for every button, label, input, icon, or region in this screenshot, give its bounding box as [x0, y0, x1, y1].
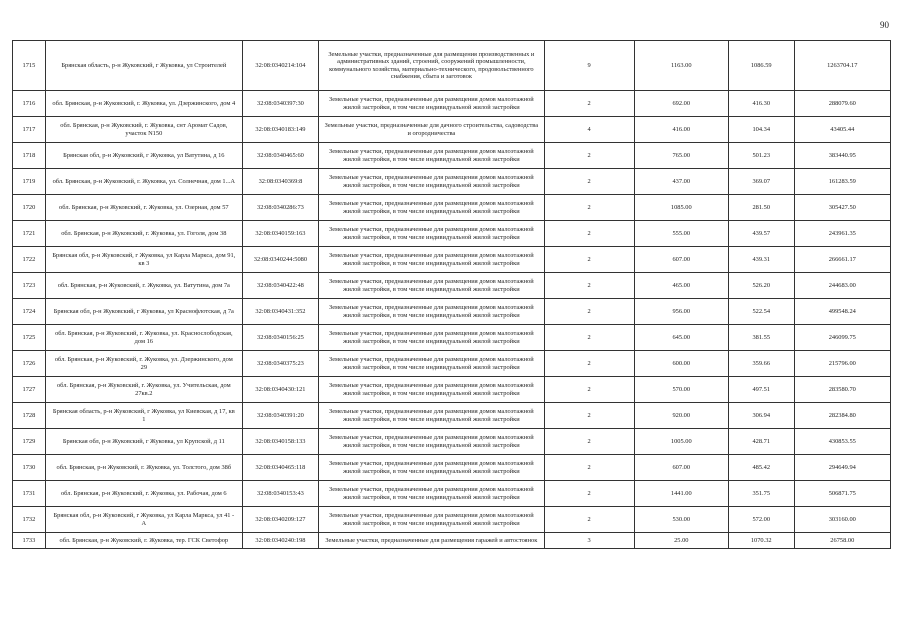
cadastral-value: 305427.50 [794, 195, 890, 221]
cadastral-value: 303160.00 [794, 507, 890, 533]
cadastral-value: 246099.75 [794, 325, 890, 351]
area-value: 1441.00 [634, 481, 728, 507]
area-value: 1163.00 [634, 41, 728, 91]
cadastral-value: 506871.75 [794, 481, 890, 507]
table-row [13, 377, 891, 403]
cadastral-value: 26758.00 [794, 533, 890, 549]
land-use: Земельные участки, предназначенные для размещения домов малоэтажной жилой застройки, в том числе индивидуальной жилой застройки [319, 143, 545, 169]
land-use: Земельные участки, предназначенные для размещения домов малоэтажной жилой застройки, в том числе индивидуальной жилой застройки [319, 299, 545, 325]
table-row [13, 533, 891, 549]
area-value: 555.00 [634, 221, 728, 247]
row-number: 1728 [13, 403, 46, 429]
address-cell: обл. Брянская, р-н Жуковский, г. Жуковка, ул. Ватутина, дом 7а [45, 273, 242, 299]
group-code: 4 [544, 117, 634, 143]
row-number: 1720 [13, 195, 46, 221]
land-use: Земельные участки, предназначенные для размещения домов малоэтажной жилой застройки, в том числе индивидуальной жилой застройки [319, 247, 545, 273]
cadastral-number: 32:08:0340391:20 [242, 403, 318, 429]
specific-value: 439.31 [728, 247, 794, 273]
land-use: Земельные участки, предназначенные для размещения производственных и административных зданий, строений, сооружений промышленности, коммунального хозяйства, материально-технического, продовольственного снабжения, сбыта и заготовок [319, 41, 545, 91]
address-cell: обл. Брянская, р-н Жуковский, г. Жуковка, ул. Толстого, дом 38б [45, 455, 242, 481]
row-number: 1715 [13, 41, 46, 91]
cadastral-value: 288079.60 [794, 91, 890, 117]
group-code: 2 [544, 299, 634, 325]
address-cell: обл. Брянская, р-н Жуковский, г. Жуковка, ул. Краснослободская, дом 16 [45, 325, 242, 351]
cadastral-number: 32:08:0340153:43 [242, 481, 318, 507]
land-use: Земельные участки, предназначенные для размещения домов малоэтажной жилой застройки, в том числе индивидуальной жилой застройки [319, 377, 545, 403]
cadastral-number: 32:08:0340159:163 [242, 221, 318, 247]
table-row [13, 247, 891, 273]
cadastral-value: 294649.94 [794, 455, 890, 481]
group-code: 2 [544, 325, 634, 351]
cadastral-number: 32:08:0340430:121 [242, 377, 318, 403]
specific-value: 526.20 [728, 273, 794, 299]
cadastral-number: 32:08:0340286:73 [242, 195, 318, 221]
address-cell: обл. Брянская, р-н Жуковский, г. Жуковка, тер. ГСК Светофор [45, 533, 242, 549]
row-number: 1733 [13, 533, 46, 549]
row-number: 1723 [13, 273, 46, 299]
address-cell: обл. Брянская, р-н Жуковский, г. Жуковка, ул. Озерная, дом 57 [45, 195, 242, 221]
address-cell: обл. Брянская, р-н Жуковский, г. Жуковка, ул. Учительская, дом 27кв.2 [45, 377, 242, 403]
area-value: 416.00 [634, 117, 728, 143]
group-code: 2 [544, 507, 634, 533]
table-row [13, 41, 891, 91]
area-value: 570.00 [634, 377, 728, 403]
group-code: 2 [544, 247, 634, 273]
cadastral-value: 161283.59 [794, 169, 890, 195]
row-number: 1729 [13, 429, 46, 455]
cadastral-value: 244683.00 [794, 273, 890, 299]
table-row [13, 403, 891, 429]
specific-value: 369.07 [728, 169, 794, 195]
specific-value: 359.66 [728, 351, 794, 377]
group-code: 2 [544, 91, 634, 117]
row-number: 1732 [13, 507, 46, 533]
group-code: 2 [544, 481, 634, 507]
cadastral-number: 32:08:0340465:118 [242, 455, 318, 481]
cadastral-number: 32:08:0340422:48 [242, 273, 318, 299]
group-code: 2 [544, 221, 634, 247]
specific-value: 522.54 [728, 299, 794, 325]
specific-value: 104.34 [728, 117, 794, 143]
row-number: 1725 [13, 325, 46, 351]
group-code: 2 [544, 169, 634, 195]
table-row [13, 143, 891, 169]
specific-value: 416.30 [728, 91, 794, 117]
address-cell: обл. Брянская, р-н Жуковский, г. Жуковка, ул. Рабочая, дом 6 [45, 481, 242, 507]
address-cell: Брянская обл, р-н Жуковский, г Жуковка, ул Ватутина, д 16 [45, 143, 242, 169]
group-code: 2 [544, 143, 634, 169]
cadastral-number: 32:08:0340369:8 [242, 169, 318, 195]
row-number: 1716 [13, 91, 46, 117]
cadastral-number: 32:08:0340183:149 [242, 117, 318, 143]
specific-value: 351.75 [728, 481, 794, 507]
specific-value: 497.51 [728, 377, 794, 403]
cadastral-number: 32:08:0340214:104 [242, 41, 318, 91]
cadastral-number: 32:08:0340431:352 [242, 299, 318, 325]
address-cell: обл. Брянская, р-н Жуковский, г. Жуковка, ул. Дзержинского, дом 4 [45, 91, 242, 117]
specific-value: 306.94 [728, 403, 794, 429]
table-row [13, 273, 891, 299]
row-number: 1722 [13, 247, 46, 273]
land-use: Земельные участки, предназначенные для размещения домов малоэтажной жилой застройки, в том числе индивидуальной жилой застройки [319, 455, 545, 481]
land-use: Земельные участки, предназначенные для размещения домов малоэтажной жилой застройки, в том числе индивидуальной жилой застройки [319, 195, 545, 221]
cadastral-number: 32:08:0340397:30 [242, 91, 318, 117]
table-row [13, 325, 891, 351]
land-use: Земельные участки, предназначенные для размещения домов малоэтажной жилой застройки, в том числе индивидуальной жилой застройки [319, 273, 545, 299]
page-number: 90 [880, 20, 889, 30]
row-number: 1719 [13, 169, 46, 195]
area-value: 465.00 [634, 273, 728, 299]
area-value: 692.00 [634, 91, 728, 117]
cadastral-number: 32:08:0340375:23 [242, 351, 318, 377]
specific-value: 381.55 [728, 325, 794, 351]
specific-value: 281.50 [728, 195, 794, 221]
address-cell: Брянская обл, р-н Жуковский, г Жуковка, ул Краснофлотская, д 7а [45, 299, 242, 325]
cadastral-number: 32:08:0340209:127 [242, 507, 318, 533]
area-value: 25.00 [634, 533, 728, 549]
address-cell: Брянская обл, р-н Жуковский, г Жуковка, ул Карла Маркса, дом 91, кв 3 [45, 247, 242, 273]
cadastral-value: 1263704.17 [794, 41, 890, 91]
cadastral-value: 283580.70 [794, 377, 890, 403]
address-cell: обл. Брянская, р-н Жуковский, г. Жуковка, снт Аромат Садов, участок N150 [45, 117, 242, 143]
area-value: 530.00 [634, 507, 728, 533]
table-row [13, 299, 891, 325]
area-value: 956.00 [634, 299, 728, 325]
cadastral-number: 32:08:0340465:60 [242, 143, 318, 169]
address-cell: Брянская обл, р-н Жуковский, г Жуковка, ул Карла Маркса, ул 41 - А [45, 507, 242, 533]
group-code: 3 [544, 533, 634, 549]
cadastral-number: 32:08:0340240:198 [242, 533, 318, 549]
table-row [13, 429, 891, 455]
area-value: 1005.00 [634, 429, 728, 455]
land-use: Земельные участки, предназначенные для размещения гаражей и автостоянок [319, 533, 545, 549]
row-number: 1727 [13, 377, 46, 403]
cadastral-value: 243961.35 [794, 221, 890, 247]
address-cell: обл. Брянская, р-н Жуковский, г. Жуковка, ул. Гоголя, дом 38 [45, 221, 242, 247]
land-use: Земельные участки, предназначенные для размещения домов малоэтажной жилой застройки, в том числе индивидуальной жилой застройки [319, 351, 545, 377]
land-use: Земельные участки, предназначенные для дачного строительства, садоводства и огородничества [319, 117, 545, 143]
row-number: 1726 [13, 351, 46, 377]
group-code: 2 [544, 403, 634, 429]
group-code: 2 [544, 455, 634, 481]
group-code: 2 [544, 429, 634, 455]
cadastral-value: 266661.17 [794, 247, 890, 273]
table-row [13, 91, 891, 117]
table-row [13, 221, 891, 247]
row-number: 1717 [13, 117, 46, 143]
row-number: 1721 [13, 221, 46, 247]
land-use: Земельные участки, предназначенные для размещения домов малоэтажной жилой застройки, в том числе индивидуальной жилой застройки [319, 481, 545, 507]
land-use: Земельные участки, предназначенные для размещения домов малоэтажной жилой застройки, в том числе индивидуальной жилой застройки [319, 325, 545, 351]
table-row [13, 481, 891, 507]
cadastral-value: 383440.95 [794, 143, 890, 169]
area-value: 1085.00 [634, 195, 728, 221]
address-cell: Брянская область, р-н Жуковский, г Жуковка, ул Киевская, д 17, кв 1 [45, 403, 242, 429]
table-row [13, 351, 891, 377]
area-value: 765.00 [634, 143, 728, 169]
address-cell: Брянская обл, р-н Жуковский, г Жуковка, ул Крупской, д 11 [45, 429, 242, 455]
group-code: 2 [544, 377, 634, 403]
row-number: 1718 [13, 143, 46, 169]
land-plots-table [12, 40, 891, 549]
specific-value: 1070.32 [728, 533, 794, 549]
cadastral-value: 499548.24 [794, 299, 890, 325]
specific-value: 439.57 [728, 221, 794, 247]
address-cell: обл. Брянская, р-н Жуковский, г. Жуковка, ул. Дзержинского, дом 29 [45, 351, 242, 377]
table-row [13, 455, 891, 481]
area-value: 645.00 [634, 325, 728, 351]
cadastral-value: 215796.00 [794, 351, 890, 377]
cadastral-number: 32:08:0340158:133 [242, 429, 318, 455]
area-value: 600.00 [634, 351, 728, 377]
land-use: Земельные участки, предназначенные для размещения домов малоэтажной жилой застройки, в том числе индивидуальной жилой застройки [319, 403, 545, 429]
group-code: 2 [544, 351, 634, 377]
address-cell: обл. Брянская, р-н Жуковский, г. Жуковка, ул. Солнечная, дом 1...А [45, 169, 242, 195]
table-row [13, 169, 891, 195]
table-row [13, 195, 891, 221]
specific-value: 428.71 [728, 429, 794, 455]
group-code: 2 [544, 195, 634, 221]
cadastral-number: 32:08:0340156:25 [242, 325, 318, 351]
cadastral-value: 43405.44 [794, 117, 890, 143]
land-use: Земельные участки, предназначенные для размещения домов малоэтажной жилой застройки, в том числе индивидуальной жилой застройки [319, 429, 545, 455]
row-number: 1724 [13, 299, 46, 325]
area-value: 437.00 [634, 169, 728, 195]
cadastral-value: 282384.80 [794, 403, 890, 429]
specific-value: 485.42 [728, 455, 794, 481]
group-code: 2 [544, 273, 634, 299]
area-value: 607.00 [634, 455, 728, 481]
row-number: 1730 [13, 455, 46, 481]
area-value: 607.00 [634, 247, 728, 273]
specific-value: 572.00 [728, 507, 794, 533]
area-value: 920.00 [634, 403, 728, 429]
land-use: Земельные участки, предназначенные для размещения домов малоэтажной жилой застройки, в том числе индивидуальной жилой застройки [319, 507, 545, 533]
table-row [13, 117, 891, 143]
table-row [13, 507, 891, 533]
specific-value: 501.23 [728, 143, 794, 169]
specific-value: 1086.59 [728, 41, 794, 91]
cadastral-value: 430853.55 [794, 429, 890, 455]
group-code: 9 [544, 41, 634, 91]
cadastral-number: 32:08:0340244:5080 [242, 247, 318, 273]
land-use: Земельные участки, предназначенные для размещения домов малоэтажной жилой застройки, в том числе индивидуальной жилой застройки [319, 221, 545, 247]
land-use: Земельные участки, предназначенные для размещения домов малоэтажной жилой застройки, в том числе индивидуальной жилой застройки [319, 169, 545, 195]
address-cell: Брянская область, р-н Жуковский, г Жуковка, ул Строителей [45, 41, 242, 91]
land-use: Земельные участки, предназначенные для размещения домов малоэтажной жилой застройки, в том числе индивидуальной жилой застройки [319, 91, 545, 117]
row-number: 1731 [13, 481, 46, 507]
